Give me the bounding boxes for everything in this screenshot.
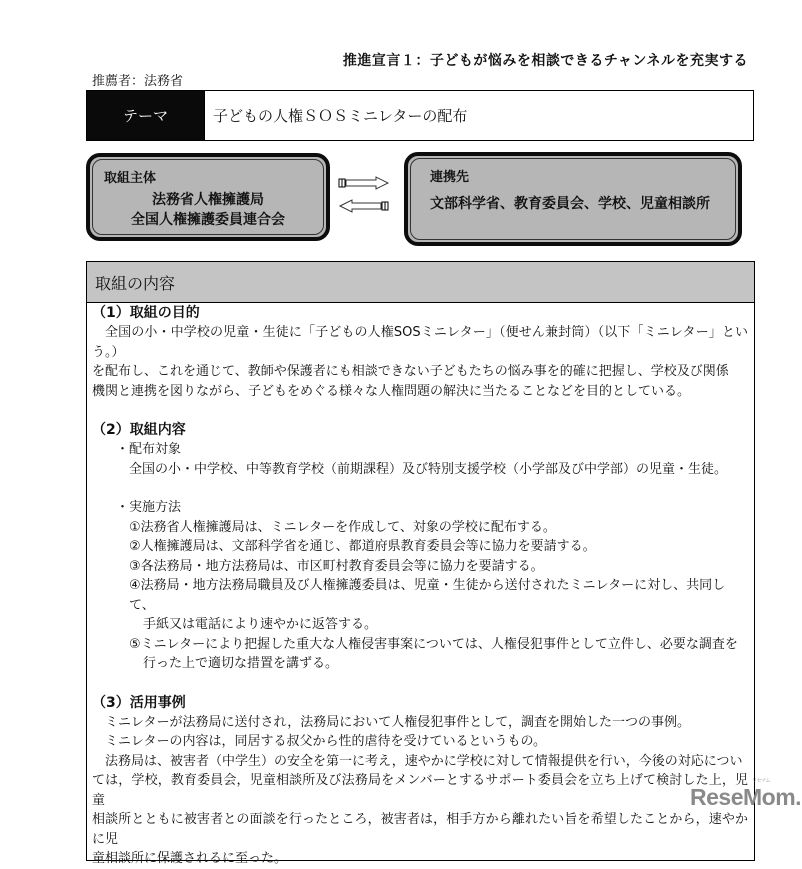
content-section [86, 261, 755, 866]
purpose-line-2: を配布し、これを通じて、教師や保護者にも相談できない子どもたちの悩み事を的確に把握し、学校及び関係 [92, 364, 729, 379]
spacer [92, 401, 748, 420]
partners-list: 文部科学省、教育委員会、学校、児童相談所 [430, 196, 710, 212]
step-5: ⑤ミニレターにより把握した重大な人権侵害事案については、人権侵犯事件として立件し、必要な調査を [129, 636, 738, 652]
spacer [92, 674, 748, 693]
distribution-target-text: 全国の小・中学校、中等教育学校（前期課程）及び特別支援学校（小学部及び中学部）の児童・生徒。 [129, 461, 728, 477]
theme-title: 子どもの人権ＳＯＳミニレターの配布 [204, 91, 753, 140]
partners-box [404, 152, 742, 246]
resemom-watermark-logo [690, 778, 802, 811]
step-3: ③各法務局・地方法務局は、市区町村教育委員会等に協力を要請する。 [129, 558, 544, 574]
distribution-target-label: ・配布対象 [116, 442, 182, 457]
case-line-1: ミニレターが法務局に送付され，法務局において人権侵犯事件として，調査を開始した一つの事例。 [105, 714, 691, 730]
declaration-heading: 推進宣言１：子どもが悩みを相談できるチャンネルを充実する [342, 53, 748, 69]
theme-box [86, 90, 754, 141]
case-line-5: 相談所とともに被害者との面談を行ったところ，被害者は，相手方から離れたい旨を希望したことから，速やかに児 [92, 812, 748, 847]
section-purpose-title: （1）取組の目的 [92, 305, 200, 321]
content-body [87, 303, 754, 869]
recommender-label: 推薦者：法務省 [92, 74, 184, 89]
case-line-4: ては，学校，教育委員会，児童相談所及び法務局をメンバーとするサポート委員会を立ち上げて検討した上，児童 [92, 773, 748, 808]
content-header: 取組の内容 [87, 262, 754, 303]
case-line-2: ミニレターの内容は，同居する叔父から性的虐待を受けているというもの。 [105, 734, 546, 749]
implementation-method-label: ・実施方法 [116, 500, 182, 515]
step-2: ②人権擁護局は、文部科学省を通じ、都道府県教育委員会等に協力を要請する。 [129, 539, 596, 554]
step-4-continued: 手紙又は電話により速やかに返答する。 [143, 617, 378, 632]
organizer-name-2: 全国人権擁護委員連合会 [131, 212, 285, 228]
purpose-line-3: 機関と連携を図りながら、子どもをめぐる様々な人権問題の解決に当たることなどを目的としている。 [92, 383, 691, 399]
arrow-left-icon [338, 199, 390, 213]
watermark-text: ReseMom. [690, 784, 802, 810]
arrow-right-icon [338, 176, 390, 190]
section-case-study-title: （3）活用事例 [92, 694, 186, 711]
organizer-names [90, 190, 326, 230]
partners-label: 連携先 [430, 170, 470, 185]
case-line-3: 法務局は、被害者（中学生）の安全を第一に考え，速やかに学校に対して情報提供を行い，今後の対応につい [105, 753, 743, 769]
step-4: ④法務局・地方法務局職員及び人権擁護委員は、児童・生徒から送付されたミニレターに対し、共同して、 [129, 578, 726, 613]
case-line-6: 童相談所に保護されるに至った。 [92, 851, 288, 866]
section-activities-title: （2）取組内容 [92, 422, 186, 438]
watermark-ruby: リセマム [752, 778, 770, 784]
organizer-name-1: 法務省人権擁護局 [152, 192, 264, 208]
organizer-label: 取組主体 [104, 171, 157, 186]
purpose-line-1: 全国の小・中学校の児童・生徒に「子どもの人権SOSミニレター」（便せん兼封筒）（以下「ミニレター」という。） [92, 325, 748, 360]
spacer [92, 479, 748, 498]
step-1: ①法務省人権擁護局は、ミニレターを作成して、対象の学校に配布する。 [129, 519, 556, 535]
theme-label: テーマ [87, 91, 204, 140]
step-5-continued: 行った上で適切な措置を講ずる。 [143, 656, 339, 671]
organizer-box [86, 153, 330, 241]
